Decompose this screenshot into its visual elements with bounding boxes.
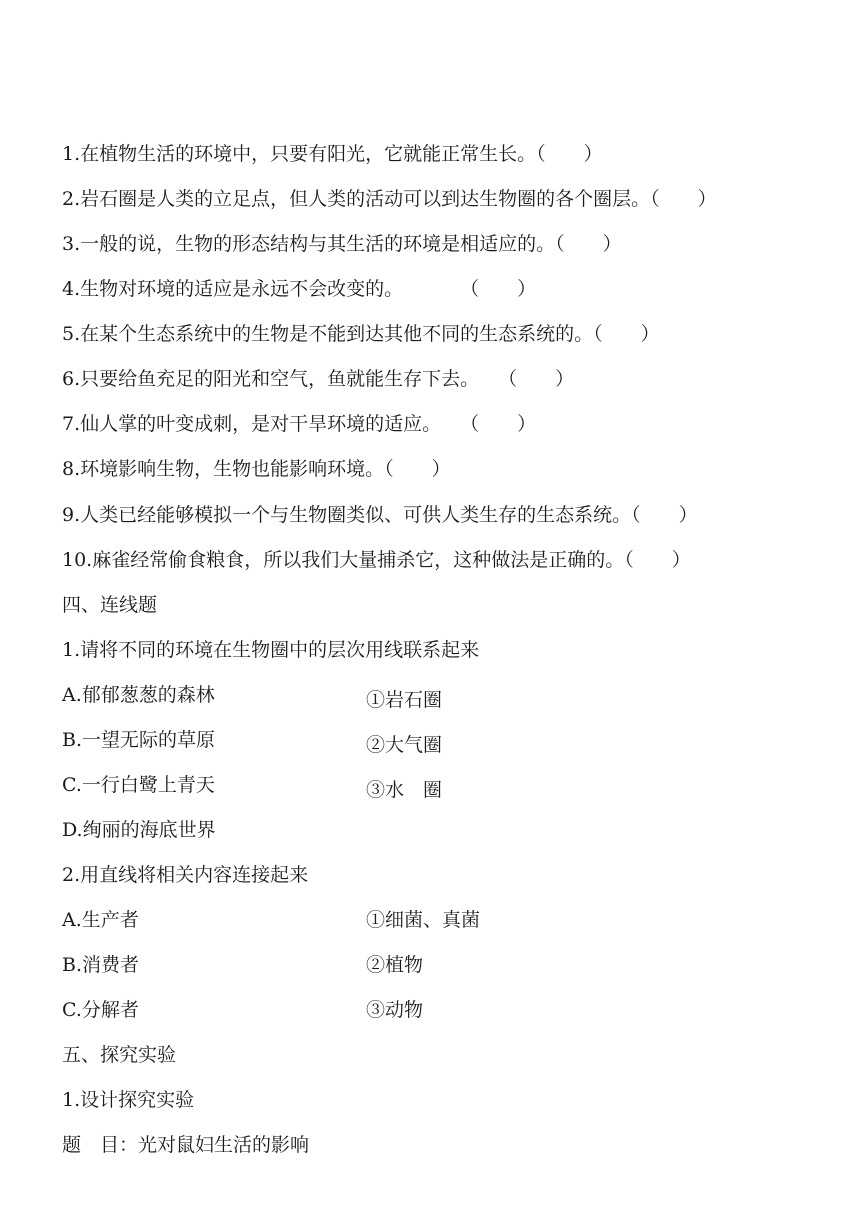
judgment-item-8: 8.环境影响生物，生物也能影响环境。（ ） <box>62 458 451 480</box>
match-left-item: B.一望无际的草原 <box>62 729 216 751</box>
match-right-item: ①岩石圈 <box>366 689 443 711</box>
judgment-item-3: 3.一般的说，生物的形态结构与其生活的环境是相适应的。（ ） <box>62 233 622 255</box>
match-right-item: ③水 圈 <box>366 779 443 801</box>
judgment-item-5: 5.在某个生态系统中的生物是不能到达其他不同的生态系统的。（ ） <box>62 323 660 345</box>
match-left-item: D.绚丽的海底世界 <box>62 819 216 841</box>
section-heading: 五、探究实验 <box>62 1044 177 1066</box>
match-left-item: C.一行白鹭上青天 <box>62 774 215 796</box>
judgment-item-4: 4.生物对环境的适应是永远不会改变的。 （ ） <box>62 278 537 300</box>
experiment-topic: 题 目：光对鼠妇生活的影响 <box>62 1134 310 1156</box>
judgment-item-2: 2.岩石圈是人类的立足点，但人类的活动可以到达生物圈的各个圈层。（ ） <box>62 188 717 210</box>
question-prompt: 1.设计探究实验 <box>62 1089 195 1111</box>
question-prompt: 1.请将不同的环境在生物圈中的层次用线联系起来 <box>62 639 480 661</box>
judgment-item-9: 9.人类已经能够模拟一个与生物圈类似、可供人类生存的生态系统。（ ） <box>62 504 698 526</box>
match-right-item: ③动物 <box>366 999 424 1021</box>
judgment-item-7: 7.仙人掌的叶变成刺，是对干旱环境的适应。 （ ） <box>62 413 537 435</box>
match-right-item: ②植物 <box>366 954 424 976</box>
match-left-item: B.消费者 <box>62 954 140 976</box>
match-left-item: A.生产者 <box>62 909 139 931</box>
match-right-item: ①细菌、真菌 <box>366 909 481 931</box>
match-left-item: A.郁郁葱葱的森林 <box>62 684 215 706</box>
question-prompt: 2.用直线将相关内容连接起来 <box>62 864 309 886</box>
section-heading: 四、连线题 <box>62 594 158 616</box>
match-left-item: C.分解者 <box>62 999 139 1021</box>
judgment-item-6: 6.只要给鱼充足的阳光和空气，鱼就能生存下去。 （ ） <box>62 368 575 390</box>
judgment-item-10: 10.麻雀经常偷食粮食，所以我们大量捕杀它，这种做法是正确的。（ ） <box>62 549 691 571</box>
match-right-item: ②大气圈 <box>366 734 443 756</box>
judgment-item-1: 1.在植物生活的环境中，只要有阳光，它就能正常生长。（ ） <box>62 143 603 165</box>
